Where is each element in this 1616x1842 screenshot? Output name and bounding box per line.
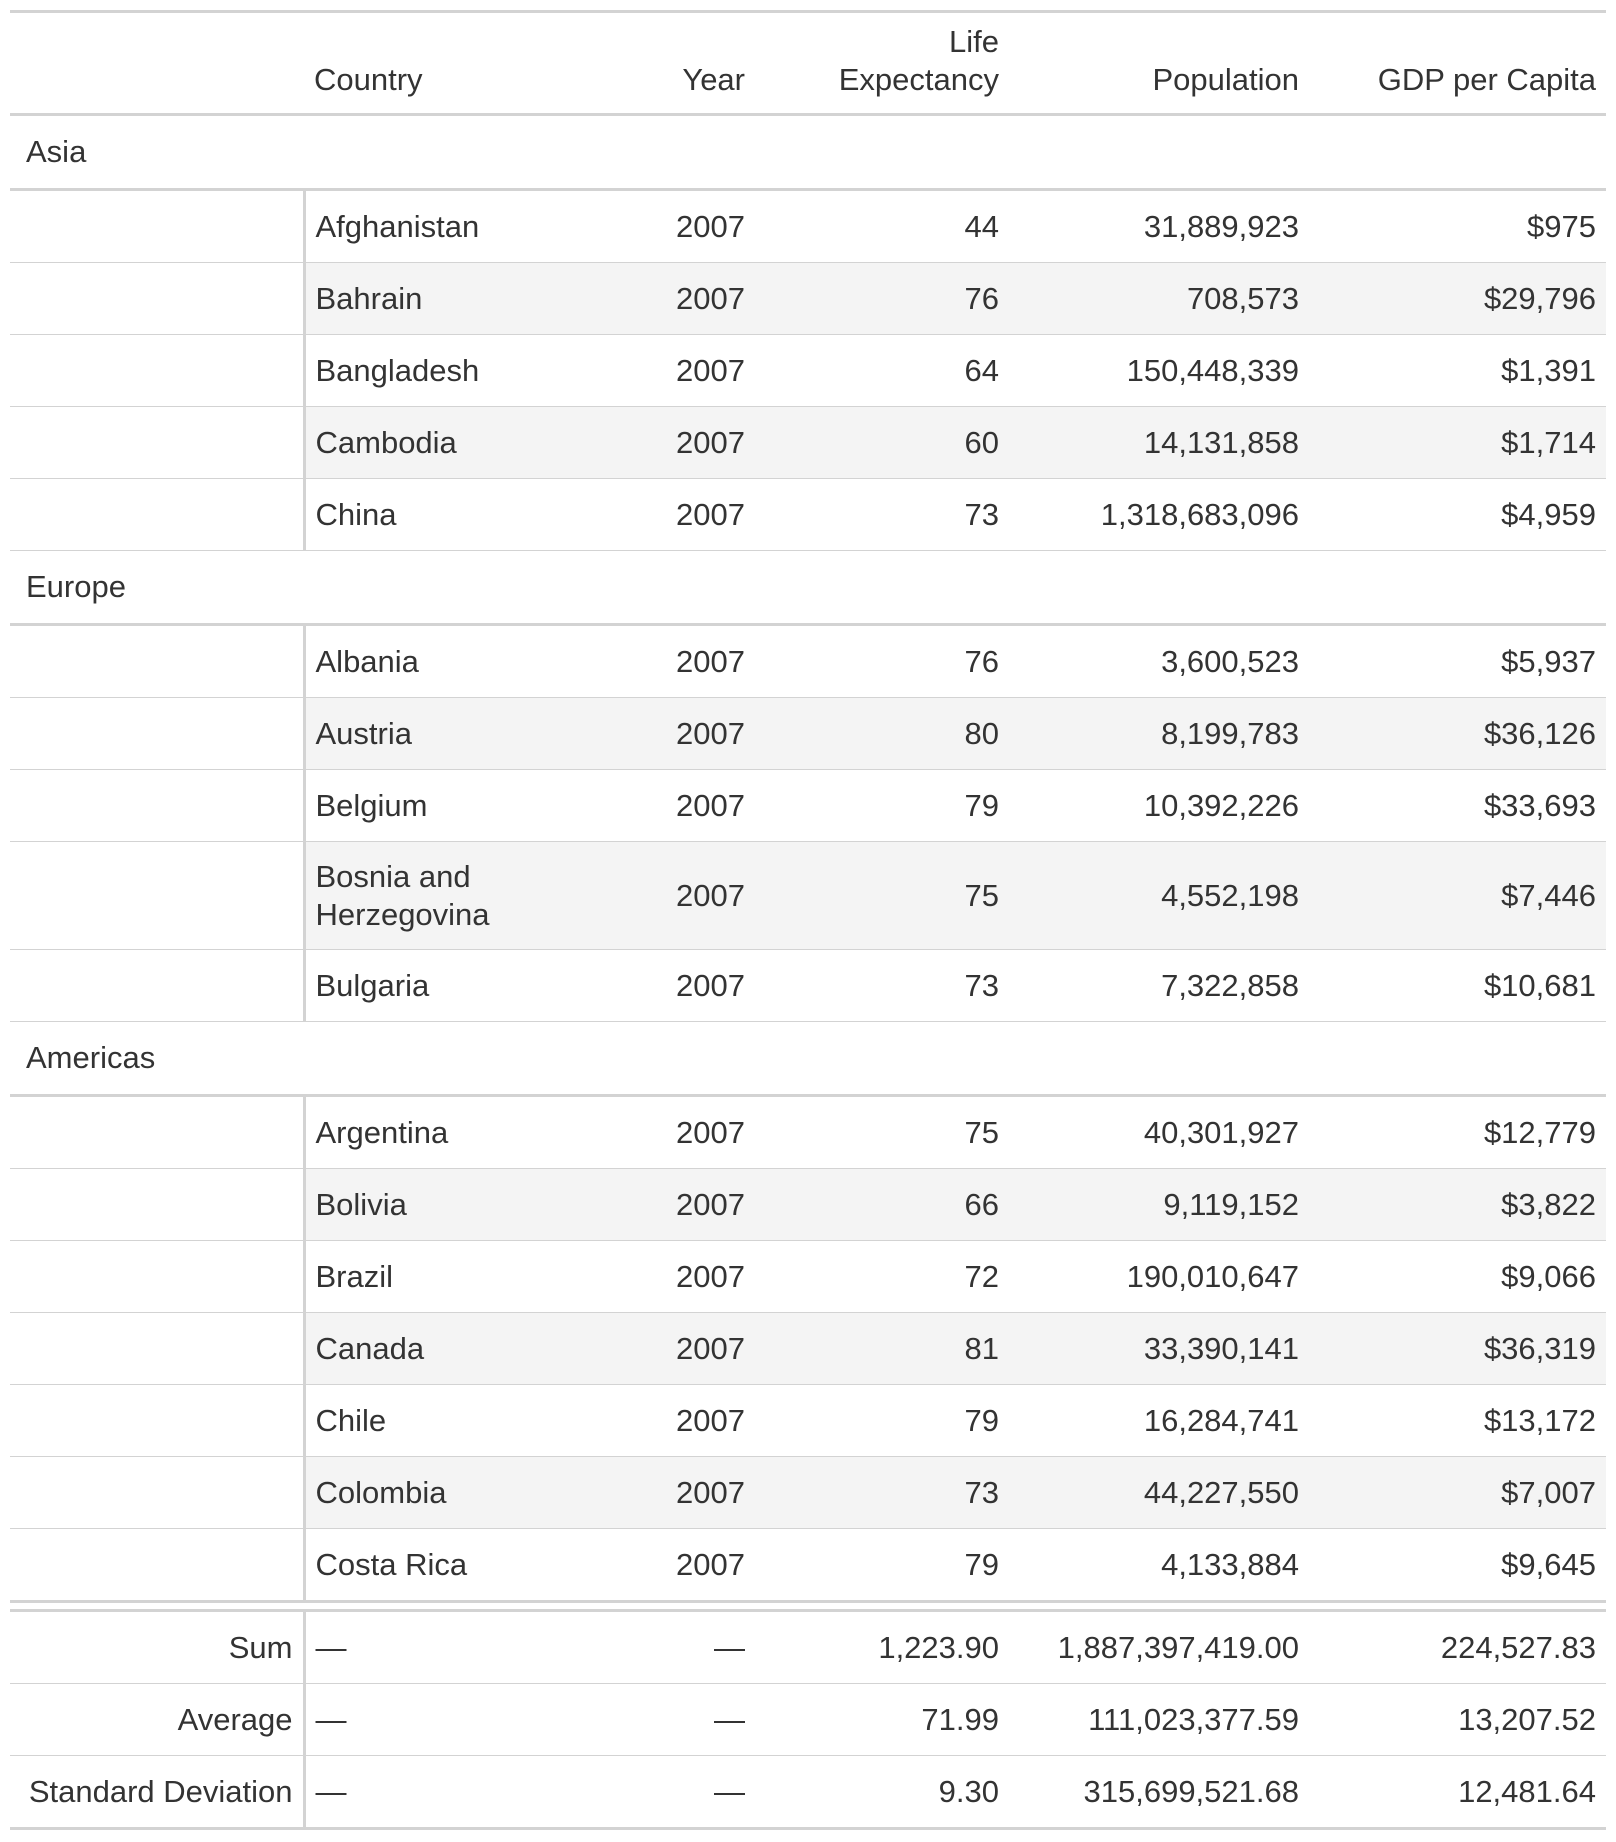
table-row (10, 1241, 1606, 1313)
cell-life-expectancy: 76 (755, 625, 1009, 698)
row-stub (10, 335, 304, 407)
cell-population: 40,301,927 (1009, 1096, 1309, 1169)
table-row (10, 1385, 1606, 1457)
table-row (10, 479, 1606, 551)
cell-life-expectancy: 44 (755, 190, 1009, 263)
summary-row (10, 1611, 1606, 1684)
table-row (10, 1313, 1606, 1385)
cell-life-expectancy: 73 (755, 479, 1009, 551)
cell-population: 190,010,647 (1009, 1241, 1309, 1313)
cell-year: 2007 (610, 625, 755, 698)
group-label: Europe (10, 551, 1606, 625)
cell-gdp-per-capita: $12,779 (1309, 1096, 1606, 1169)
cell-population: 708,573 (1009, 263, 1309, 335)
data-table-container (10, 10, 1606, 1830)
cell-gdp-per-capita: $4,959 (1309, 479, 1606, 551)
cell-country: Costa Rica (304, 1529, 610, 1602)
summary-population: 315,699,521.68 (1009, 1756, 1309, 1829)
table-row (10, 190, 1606, 263)
summary-separator (10, 1602, 1606, 1611)
table-header (10, 12, 1606, 115)
row-stub (10, 1241, 304, 1313)
summary-row (10, 1684, 1606, 1756)
cell-country: Bolivia (304, 1169, 610, 1241)
summary-label: Standard Deviation (10, 1756, 304, 1829)
summary-country: — (304, 1611, 610, 1684)
header-stub (10, 13, 304, 115)
summary-year: — (610, 1684, 755, 1756)
cell-country: China (304, 479, 610, 551)
summary-life-expectancy: 9.30 (755, 1756, 1009, 1829)
cell-year: 2007 (610, 1529, 755, 1602)
cell-population: 10,392,226 (1009, 770, 1309, 842)
row-stub (10, 625, 304, 698)
cell-country: Argentina (304, 1096, 610, 1169)
cell-year: 2007 (610, 1313, 755, 1385)
cell-population: 1,318,683,096 (1009, 479, 1309, 551)
summary-label: Average (10, 1684, 304, 1756)
header-country: Country (304, 13, 610, 115)
cell-population: 3,600,523 (1009, 625, 1309, 698)
cell-gdp-per-capita: $975 (1309, 190, 1606, 263)
cell-year: 2007 (610, 770, 755, 842)
header-year: Year (610, 13, 755, 115)
cell-gdp-per-capita: $29,796 (1309, 263, 1606, 335)
table-row (10, 335, 1606, 407)
summary-gdp-per-capita: 13,207.52 (1309, 1684, 1606, 1756)
cell-country: Bahrain (304, 263, 610, 335)
cell-country: Brazil (304, 1241, 610, 1313)
cell-country: Chile (304, 1385, 610, 1457)
row-stub (10, 407, 304, 479)
cell-population: 150,448,339 (1009, 335, 1309, 407)
row-stub (10, 1313, 304, 1385)
cell-gdp-per-capita: $9,066 (1309, 1241, 1606, 1313)
summary-gdp-per-capita: 12,481.64 (1309, 1756, 1606, 1829)
table-row (10, 263, 1606, 335)
cell-gdp-per-capita: $5,937 (1309, 625, 1606, 698)
summary-row (10, 1756, 1606, 1829)
cell-life-expectancy: 81 (755, 1313, 1009, 1385)
table-body (10, 115, 1606, 1829)
cell-year: 2007 (610, 842, 755, 950)
cell-year: 2007 (610, 1457, 755, 1529)
cell-country: Afghanistan (304, 190, 610, 263)
cell-gdp-per-capita: $3,822 (1309, 1169, 1606, 1241)
cell-country: Bulgaria (304, 950, 610, 1022)
table-row (10, 950, 1606, 1022)
cell-year: 2007 (610, 335, 755, 407)
cell-life-expectancy: 66 (755, 1169, 1009, 1241)
cell-year: 2007 (610, 190, 755, 263)
table-row (10, 842, 1606, 950)
cell-population: 14,131,858 (1009, 407, 1309, 479)
cell-population: 8,199,783 (1009, 698, 1309, 770)
summary-gdp-per-capita: 224,527.83 (1309, 1611, 1606, 1684)
table-row (10, 770, 1606, 842)
cell-gdp-per-capita: $1,714 (1309, 407, 1606, 479)
table-row (10, 698, 1606, 770)
cell-life-expectancy: 72 (755, 1241, 1009, 1313)
row-stub (10, 190, 304, 263)
cell-year: 2007 (610, 1169, 755, 1241)
summary-year: — (610, 1611, 755, 1684)
group-label: Asia (10, 115, 1606, 190)
country-data-table (10, 10, 1606, 1830)
cell-year: 2007 (610, 479, 755, 551)
cell-population: 16,284,741 (1009, 1385, 1309, 1457)
cell-year: 2007 (610, 950, 755, 1022)
cell-country: Colombia (304, 1457, 610, 1529)
column-header-row (10, 13, 1606, 115)
row-stub (10, 770, 304, 842)
cell-life-expectancy: 80 (755, 698, 1009, 770)
cell-country: Cambodia (304, 407, 610, 479)
table-row (10, 1096, 1606, 1169)
summary-country: — (304, 1684, 610, 1756)
cell-gdp-per-capita: $7,007 (1309, 1457, 1606, 1529)
cell-life-expectancy: 79 (755, 1385, 1009, 1457)
cell-country: Albania (304, 625, 610, 698)
group-header-row (10, 1022, 1606, 1096)
summary-country: — (304, 1756, 610, 1829)
header-life-line2: Expectancy (838, 62, 999, 97)
header-population: Population (1009, 13, 1309, 115)
cell-gdp-per-capita: $36,319 (1309, 1313, 1606, 1385)
cell-life-expectancy: 75 (755, 1096, 1009, 1169)
cell-year: 2007 (610, 1241, 755, 1313)
cell-life-expectancy: 60 (755, 407, 1009, 479)
header-life-line1: Life (949, 24, 999, 59)
group-header-row (10, 551, 1606, 625)
cell-life-expectancy: 79 (755, 770, 1009, 842)
cell-life-expectancy: 64 (755, 335, 1009, 407)
cell-year: 2007 (610, 263, 755, 335)
row-stub (10, 842, 304, 950)
row-stub (10, 1385, 304, 1457)
table-row (10, 1529, 1606, 1602)
cell-country: Bosnia and Herzegovina (304, 842, 610, 950)
row-stub (10, 950, 304, 1022)
header-gdp-per-capita: GDP per Capita (1309, 13, 1606, 115)
cell-gdp-per-capita: $36,126 (1309, 698, 1606, 770)
table-row (10, 1457, 1606, 1529)
cell-population: 7,322,858 (1009, 950, 1309, 1022)
summary-life-expectancy: 1,223.90 (755, 1611, 1009, 1684)
cell-population: 44,227,550 (1009, 1457, 1309, 1529)
cell-life-expectancy: 79 (755, 1529, 1009, 1602)
cell-life-expectancy: 76 (755, 263, 1009, 335)
group-label: Americas (10, 1022, 1606, 1096)
cell-life-expectancy: 73 (755, 950, 1009, 1022)
cell-life-expectancy: 75 (755, 842, 1009, 950)
cell-population: 31,889,923 (1009, 190, 1309, 263)
table-row (10, 625, 1606, 698)
summary-label: Sum (10, 1611, 304, 1684)
cell-population: 33,390,141 (1009, 1313, 1309, 1385)
cell-gdp-per-capita: $7,446 (1309, 842, 1606, 950)
row-stub (10, 1529, 304, 1602)
row-stub (10, 698, 304, 770)
row-stub (10, 263, 304, 335)
cell-population: 9,119,152 (1009, 1169, 1309, 1241)
cell-population: 4,133,884 (1009, 1529, 1309, 1602)
summary-year: — (610, 1756, 755, 1829)
summary-population: 1,887,397,419.00 (1009, 1611, 1309, 1684)
cell-gdp-per-capita: $1,391 (1309, 335, 1606, 407)
cell-country: Bangladesh (304, 335, 610, 407)
cell-population: 4,552,198 (1009, 842, 1309, 950)
group-header-row (10, 115, 1606, 190)
header-life-expectancy (755, 13, 1009, 115)
summary-life-expectancy: 71.99 (755, 1684, 1009, 1756)
row-stub (10, 1169, 304, 1241)
row-stub (10, 479, 304, 551)
cell-year: 2007 (610, 407, 755, 479)
table-row (10, 407, 1606, 479)
cell-gdp-per-capita: $13,172 (1309, 1385, 1606, 1457)
summary-separator-cell (10, 1602, 1606, 1611)
cell-year: 2007 (610, 1096, 755, 1169)
cell-year: 2007 (610, 1385, 755, 1457)
cell-life-expectancy: 73 (755, 1457, 1009, 1529)
cell-country: Austria (304, 698, 610, 770)
cell-year: 2007 (610, 698, 755, 770)
row-stub (10, 1096, 304, 1169)
cell-country: Belgium (304, 770, 610, 842)
row-stub (10, 1457, 304, 1529)
cell-gdp-per-capita: $10,681 (1309, 950, 1606, 1022)
cell-gdp-per-capita: $9,645 (1309, 1529, 1606, 1602)
cell-country: Canada (304, 1313, 610, 1385)
summary-population: 111,023,377.59 (1009, 1684, 1309, 1756)
cell-gdp-per-capita: $33,693 (1309, 770, 1606, 842)
table-row (10, 1169, 1606, 1241)
